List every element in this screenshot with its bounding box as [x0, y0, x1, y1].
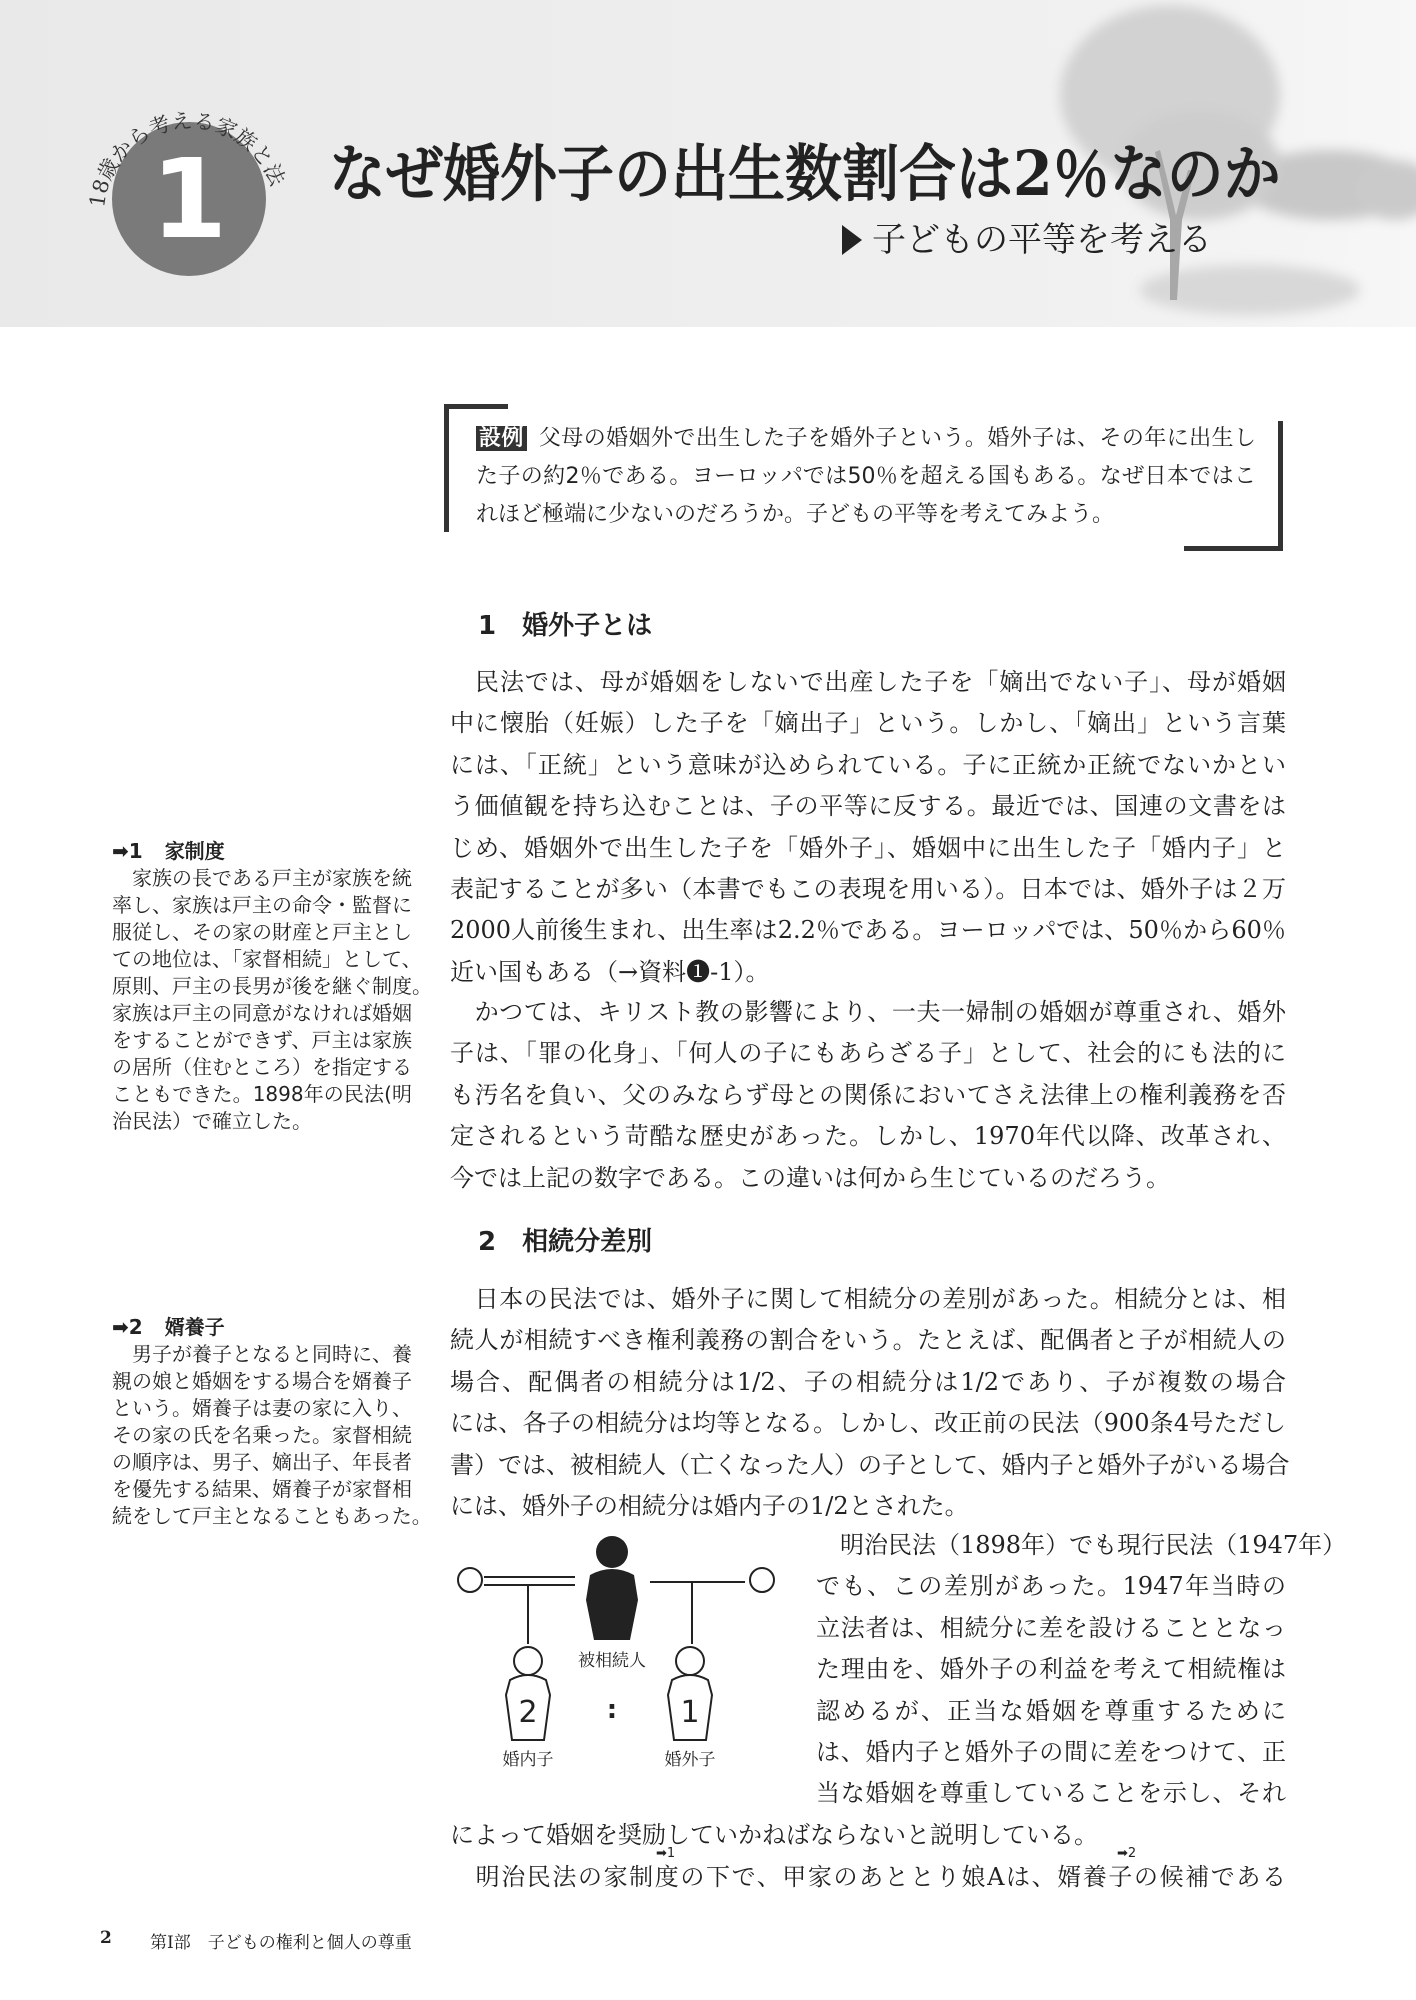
side-note-body	[112, 1341, 432, 1530]
section-2-paragraph-3	[450, 1857, 1286, 1898]
case-line: れほど極端に少ないのだろうか。子どもの平等を考えてみよう。	[476, 502, 1115, 527]
side-note-heading: ➡1 家制度	[112, 839, 225, 863]
side-note-2	[112, 1314, 432, 1530]
legit-child-head	[514, 1647, 542, 1675]
section-1-heading: 1 婚外子とは	[478, 611, 653, 641]
text-line: 服従し、その家の財産と戸主とし	[112, 920, 412, 944]
legit-child-label: 婚内子	[502, 1750, 554, 1770]
text-line: によって婚姻を奨励していかねばならないと説明している。	[450, 1821, 1098, 1849]
text-line: 民法では、母が婚姻をしないで出産した子を「嫡出でない子」、母が婚姻	[450, 668, 1286, 696]
text-line: ての地位は、「家督相続」として、	[112, 947, 422, 971]
text-line: には、「正統」という意味が込められている。子に正統か正統でないかとい	[450, 750, 1286, 779]
series-label: 18歳から考える家族と法	[85, 108, 290, 209]
text-line: 親の娘と婚姻をする場合を婿養子	[112, 1369, 412, 1393]
text-line: 明治民法の家制度の下で、甲家のあととり娘Aは、婿養子の候補である	[450, 1863, 1286, 1891]
text-line: 認めるが、正当な婚姻を尊重するために	[816, 1696, 1286, 1725]
case-line: 設例 父母の婚姻外で出生した子を婚外子という。婚外子は、その年に出生し	[476, 420, 1256, 458]
chapter-header-banner	[0, 0, 1416, 327]
page-number: 2	[100, 1928, 112, 1948]
bracket-right	[1278, 421, 1283, 551]
running-footer: 第Ⅰ部 子どもの権利と個人の尊重	[150, 1933, 412, 1953]
text-line: 書）では、被相続人（亡くなった人）の子として、婚内子と婚外子がいる場合	[450, 1450, 1290, 1479]
side-note-1	[112, 838, 432, 1135]
bracket-top-left	[444, 404, 508, 409]
text-line: 立法者は、相続分に差を設けることとなっ	[816, 1613, 1286, 1642]
text-line: の順序は、男子、嫡出子、年長者	[112, 1450, 412, 1474]
text-line: じめ、婚姻外で出生した子を「婚外子」、婚姻中に出生した子「婚内子」と	[450, 833, 1286, 862]
illegit-share: 1	[680, 1695, 700, 1730]
inheritance-diagram	[440, 1530, 800, 1770]
side-note-heading: ➡2 婿養子	[112, 1315, 225, 1339]
text-line: 日本の民法では、婚外子に関して相続分の差別があった。相続分とは、相	[450, 1285, 1286, 1313]
section-1-paragraph-2	[450, 992, 1286, 1199]
text-line: 家族は戸主の同意がなければ婚姻	[112, 1001, 412, 1025]
footnote-ref-2[interactable]: ➡2	[1117, 1846, 1137, 1861]
section-2-paragraph-2	[816, 1525, 1347, 1815]
text-line: 当な婚姻を尊重していることを示し、それ	[816, 1779, 1286, 1808]
text-line: 子は、「罪の化身」、「何人の子にもあらざる子」として、社会的にも法的に	[450, 1039, 1286, 1068]
bracket-left	[444, 404, 449, 532]
text-line: には、各子の相続分は均等となる。しかし、改正前の民法（900条4号ただし	[450, 1409, 1286, 1438]
text-line: 原則、戸主の長男が後を継ぐ制度。	[112, 974, 432, 998]
footnote-ref-1[interactable]: ➡1	[656, 1846, 676, 1861]
section-2-heading: 2 相続分差別	[478, 1227, 653, 1257]
page-title: なぜ婚外子の出生数割合は2％なのか	[329, 137, 1281, 211]
text-line: 近い国もある（→資料❶-1）。	[450, 957, 770, 986]
illegit-child-label: 婚外子	[664, 1750, 716, 1770]
section-1-paragraph-1	[450, 662, 1286, 993]
text-line: を優先する結果、婿養子が家督相	[112, 1477, 412, 1501]
text-line: 表記することが多い（本書でもこの表現を用いる）。日本では、婚外子は２万	[450, 875, 1286, 904]
text-line: という。婿養子は妻の家に入り、	[112, 1396, 412, 1420]
text-line: 明治民法（1898年）でも現行民法（1947年）	[816, 1531, 1347, 1559]
text-line: でも、この差別があった。1947年当時の	[816, 1572, 1286, 1601]
text-line: 家族の長である戸主が家族を統	[112, 866, 412, 890]
chapter-number: 1	[150, 135, 228, 263]
decedent-person-icon	[586, 1536, 638, 1640]
text-line: には、婚外子の相続分は婚内子の1/2とされた。	[450, 1492, 969, 1521]
case-text	[476, 420, 1256, 534]
partner-circle-right	[750, 1568, 774, 1592]
text-line: 治民法）で確立した。	[112, 1109, 312, 1133]
subtitle-text: 子どもの平等を考える	[872, 220, 1212, 260]
text-line: 2000人前後生まれ、出生率は2.2％である。ヨーロッパでは、50％から60％	[450, 916, 1286, 945]
text-line: その家の氏を名乗った。家督相続	[112, 1423, 412, 1447]
text-line: 定されるという苛酷な歴史があった。しかし、1970年代以降、改革され、	[450, 1122, 1286, 1151]
text-line: 続をして戸主となることもあった。	[112, 1504, 432, 1528]
legit-share: 2	[518, 1695, 538, 1730]
chapter-number-badge	[0, 0, 340, 327]
page-subtitle	[842, 212, 1212, 261]
illegit-child-head	[676, 1647, 704, 1675]
section-2-paragraph-2-end	[450, 1815, 1286, 1856]
decedent-label: 被相続人	[578, 1651, 646, 1671]
text-line: かつては、キリスト教の影響により、一夫一婦制の婚姻が尊重され、婚外	[450, 998, 1286, 1026]
text-line: は、婚内子と婚外子の間に差をつけて、正	[816, 1738, 1286, 1767]
text-line: の居所（住むところ）を指定する	[112, 1055, 412, 1079]
text-line: 場合、配偶者の相続分は1/2、子の相続分は1/2であり、子が複数の場合	[450, 1367, 1286, 1396]
text-line: 今では上記の数字である。この違いは何から生じているのだろう。	[450, 1163, 1170, 1192]
case-line: た子の約2％である。ヨーロッパでは50％を超える国もある。なぜ日本ではこ	[476, 464, 1256, 489]
text-line: 続人が相続すべき権利義務の割合をいう。たとえば、配偶者と子が相続人の	[450, 1326, 1286, 1355]
text-line: をすることができず、戸主は家族	[112, 1028, 412, 1052]
ratio-separator: :	[606, 1695, 618, 1725]
spouse-circle-left	[458, 1568, 482, 1592]
text-line: こともできた。1898年の民法(明	[112, 1082, 412, 1106]
side-note-body	[112, 865, 432, 1135]
case-badge: 設例	[476, 426, 527, 451]
text-line: 男子が養子となると同時に、養	[112, 1342, 412, 1366]
text-line: た理由を、婚外子の利益を考えて相続権は	[816, 1655, 1286, 1684]
triangle-right-icon	[842, 225, 862, 255]
section-2-paragraph-1	[450, 1279, 1290, 1527]
bracket-bottom-right	[1184, 546, 1283, 551]
text-line: 中に懐胎（妊娠）した子を「嫡出子」という。しかし、「嫡出」という言葉	[450, 709, 1286, 738]
text-line: う価値観を持ち込むことは、子の平等に反する。最近では、国連の文書をは	[450, 792, 1286, 821]
text-line: 率し、家族は戸主の命令・監督に	[112, 893, 412, 917]
text-line: も汚名を負い、父のみならず母との関係においてさえ法律上の権利義務を否	[450, 1080, 1286, 1109]
